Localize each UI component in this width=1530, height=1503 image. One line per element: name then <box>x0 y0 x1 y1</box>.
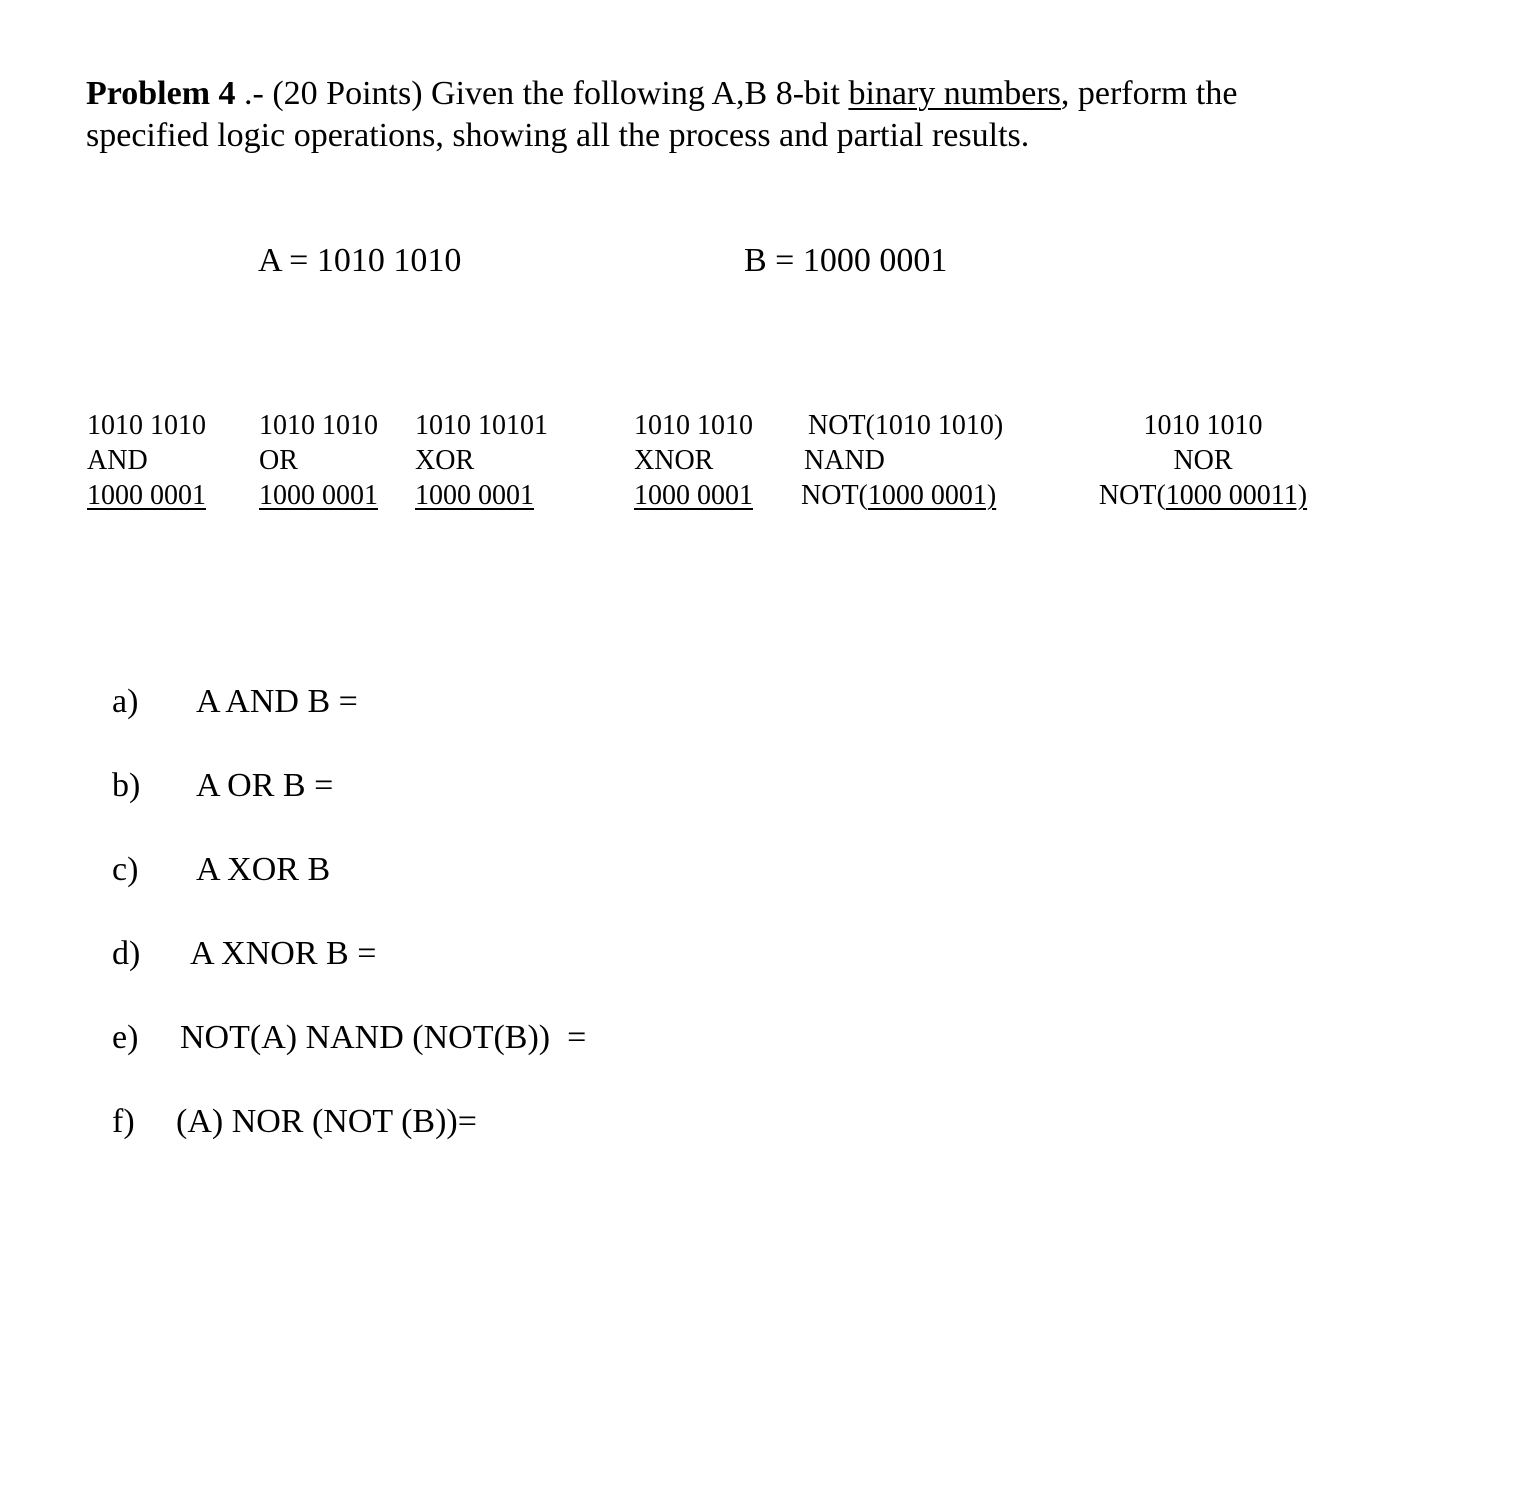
question-a-text: A AND B = <box>196 683 358 720</box>
question-f <box>112 1103 135 1141</box>
question-c-text: A XOR B <box>196 851 331 888</box>
operation-or <box>259 408 378 513</box>
op-bottom: 1000 0001) <box>867 480 997 511</box>
op-bottom: 1000 00011) <box>1165 480 1308 511</box>
op-bottom-prefix: NOT( <box>801 480 868 511</box>
question-f-text: (A) NOR (NOT (B))= <box>176 1103 477 1140</box>
header-line-1 <box>86 73 1237 115</box>
question-b <box>112 767 140 805</box>
op-name: XNOR <box>634 445 714 476</box>
operation-nand <box>801 408 1003 513</box>
op-bottom: 1000 0001 <box>415 480 534 511</box>
op-top: 1010 1010 <box>259 410 378 441</box>
op-name: OR <box>259 445 298 476</box>
header-line-2: specified logic operations, showing all the process and partial results. <box>86 117 1030 154</box>
question-label: a) <box>112 683 139 720</box>
op-bottom-prefix: NOT( <box>1098 480 1166 511</box>
op-bottom: 1000 0001 <box>259 480 378 511</box>
op-top: 1010 10101 <box>415 410 548 441</box>
question-e-text: NOT(A) NAND (NOT(B)) = <box>180 1019 587 1056</box>
op-name: XOR <box>415 445 475 476</box>
operation-and <box>87 408 206 513</box>
question-a <box>112 683 138 721</box>
question-label: f) <box>112 1103 135 1140</box>
op-top: NOT(1010 1010) <box>808 410 1004 441</box>
question-c <box>112 851 138 889</box>
operation-xnor <box>634 408 753 513</box>
question-b-text: A OR B = <box>196 767 334 804</box>
question-d-text: A XNOR B = <box>190 935 377 972</box>
op-top: 1010 1010 <box>634 410 753 441</box>
op-top: 1010 1010 <box>1143 410 1263 441</box>
definition-a: A = 1010 1010 <box>258 242 462 279</box>
op-top: 1010 1010 <box>87 410 206 441</box>
operation-xor <box>415 408 548 513</box>
problem-title: Problem 4 <box>86 75 236 112</box>
op-name: AND <box>87 445 148 476</box>
question-label: c) <box>112 851 139 888</box>
question-e <box>112 1019 138 1057</box>
op-bottom: 1000 0001 <box>87 480 206 511</box>
header-text-end: , perform the <box>1060 75 1238 112</box>
question-label: d) <box>112 935 141 972</box>
definition-b: B = 1000 0001 <box>744 242 948 279</box>
operation-nor <box>1088 408 1318 513</box>
question-label: e) <box>112 1019 139 1056</box>
op-name: NAND <box>804 445 885 476</box>
op-bottom: 1000 0001 <box>634 480 753 511</box>
question-label: b) <box>112 767 141 804</box>
header-text: .- (20 Points) Given the following A,B 8-bit <box>235 75 849 112</box>
question-d <box>112 935 140 973</box>
op-name: NOR <box>1173 445 1233 476</box>
binary-numbers-link-text: binary numbers <box>848 75 1061 112</box>
